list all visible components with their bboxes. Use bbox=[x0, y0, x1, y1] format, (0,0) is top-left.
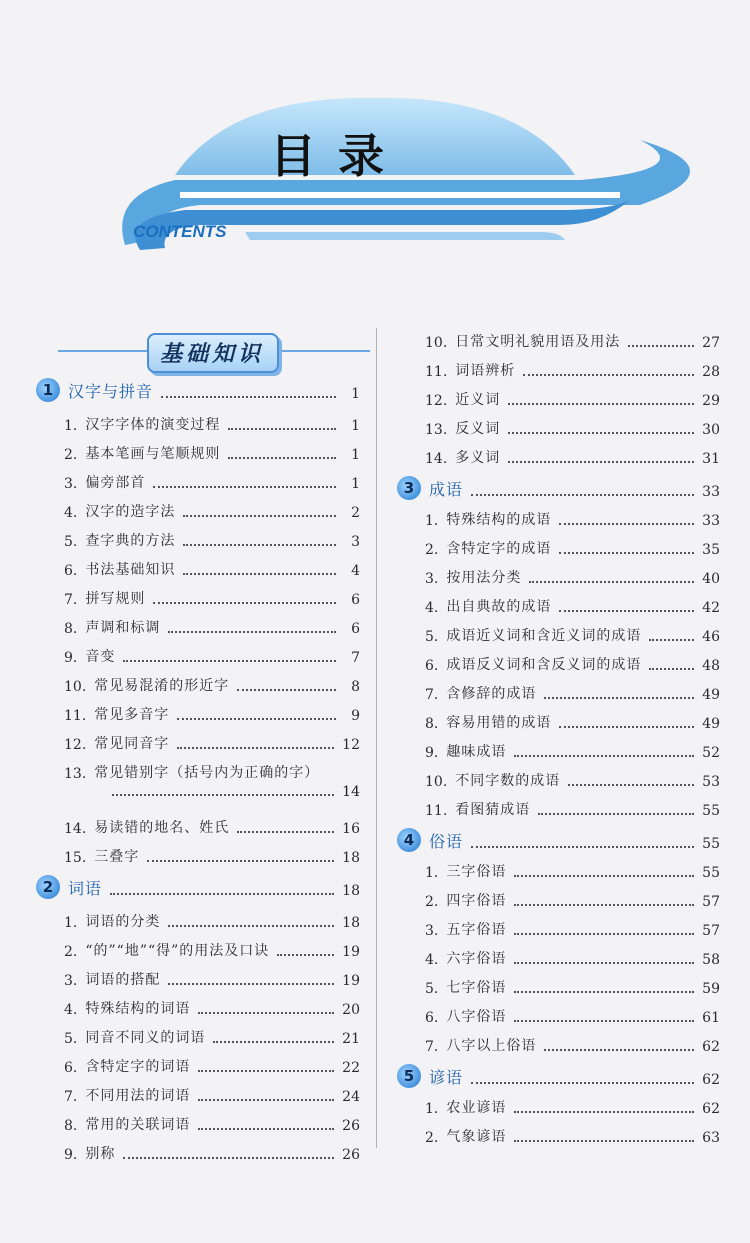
toc-item-number: 1. bbox=[64, 915, 78, 931]
leader-dots bbox=[147, 860, 334, 862]
leader-dots bbox=[628, 345, 694, 347]
toc-page-number: 19 bbox=[342, 973, 360, 989]
toc-page-number: 27 bbox=[702, 335, 720, 351]
toc-page-number: 28 bbox=[702, 364, 720, 380]
toc-item-label: 出自典故的成语 bbox=[446, 599, 552, 615]
toc-page-number: 63 bbox=[702, 1130, 720, 1146]
toc-item[interactable] bbox=[64, 414, 360, 434]
leader-dots bbox=[649, 639, 694, 641]
toc-item-number: 7. bbox=[425, 687, 439, 703]
toc-item-label: 农业谚语 bbox=[446, 1100, 507, 1116]
toc-page-number: 7 bbox=[351, 650, 360, 666]
leader-dots bbox=[112, 794, 334, 796]
toc-item-label: 气象谚语 bbox=[446, 1129, 507, 1145]
toc-item-label: 汉字与拼音 bbox=[68, 382, 154, 401]
leader-dots bbox=[514, 991, 694, 993]
toc-item[interactable] bbox=[425, 741, 720, 761]
toc-page-number: 14 bbox=[342, 784, 360, 800]
toc-page-number: 52 bbox=[702, 745, 720, 761]
toc-item-label: 查字典的方法 bbox=[85, 533, 176, 549]
leader-dots bbox=[277, 954, 334, 956]
toc-item-label: 近义词 bbox=[455, 392, 501, 408]
toc-item[interactable] bbox=[64, 762, 360, 782]
toc-page-number: 4 bbox=[351, 563, 360, 579]
toc-item-label: 成语反义词和含反义词的成语 bbox=[446, 657, 642, 673]
toc-item-number: 11. bbox=[425, 803, 448, 819]
toc-item[interactable] bbox=[425, 919, 720, 939]
leader-dots bbox=[161, 396, 336, 398]
toc-page-number: 49 bbox=[702, 687, 720, 703]
leader-dots bbox=[559, 610, 694, 612]
leader-dots bbox=[183, 544, 336, 546]
toc-item-label: 常见同音字 bbox=[94, 736, 170, 752]
toc-item[interactable] bbox=[425, 1006, 720, 1026]
toc-item-number: 4. bbox=[64, 505, 78, 521]
toc-item-label: 不同字数的成语 bbox=[455, 773, 561, 789]
toc-item-number: 4. bbox=[425, 952, 439, 968]
toc-item[interactable] bbox=[425, 1126, 720, 1146]
chapter-number-icon: 2 bbox=[36, 875, 60, 899]
toc-item[interactable] bbox=[425, 712, 720, 732]
leader-dots bbox=[471, 1082, 694, 1084]
toc-item-label: 含修辞的成语 bbox=[446, 686, 537, 702]
toc-item-label: 五字俗语 bbox=[446, 922, 507, 938]
toc-item-number: 3. bbox=[425, 571, 439, 587]
leader-dots bbox=[514, 1020, 694, 1022]
toc-item-number: 7. bbox=[64, 1089, 78, 1105]
header-graphic bbox=[0, 0, 750, 300]
leader-dots bbox=[523, 374, 694, 376]
toc-item-label: 多义词 bbox=[455, 450, 501, 466]
banner-line-right bbox=[278, 350, 370, 352]
toc-item-number: 10. bbox=[425, 774, 448, 790]
toc-item-number: 7. bbox=[425, 1039, 439, 1055]
toc-page-number: 62 bbox=[702, 1101, 720, 1117]
toc-page-number: 3 bbox=[351, 534, 360, 550]
toc-page-number: 18 bbox=[342, 850, 360, 866]
toc-item-number: 3. bbox=[425, 923, 439, 939]
toc-item-label: 词语的分类 bbox=[85, 914, 161, 930]
toc-item[interactable] bbox=[425, 654, 720, 674]
banner-line-left bbox=[58, 350, 148, 352]
toc-page-number: 35 bbox=[702, 542, 720, 558]
toc-item-number: 6. bbox=[425, 1010, 439, 1026]
toc-item-label: 七字俗语 bbox=[446, 980, 507, 996]
toc-item-number: 10. bbox=[425, 335, 448, 351]
toc-item-label: 词语 bbox=[68, 879, 103, 898]
toc-item-label: 成语近义词和含近义词的成语 bbox=[446, 628, 642, 644]
toc-item[interactable] bbox=[64, 646, 360, 666]
toc-item-label: 常见错别字（括号内为正确的字） bbox=[94, 765, 320, 781]
leader-dots bbox=[168, 631, 336, 633]
toc-item[interactable] bbox=[425, 360, 720, 380]
toc-item-number: 8. bbox=[64, 1118, 78, 1134]
leader-dots bbox=[544, 697, 694, 699]
toc-item[interactable] bbox=[64, 1143, 360, 1163]
leader-dots bbox=[514, 1140, 694, 1142]
leader-dots bbox=[538, 813, 694, 815]
toc-page-number: 29 bbox=[702, 393, 720, 409]
chapter-number-icon: 3 bbox=[397, 476, 421, 500]
toc-item-number: 4. bbox=[64, 1002, 78, 1018]
toc-page-number: 2 bbox=[351, 505, 360, 521]
toc-page-number: 55 bbox=[702, 836, 720, 852]
toc-item[interactable] bbox=[64, 1056, 360, 1076]
contents-label: CONTENTS bbox=[133, 222, 227, 241]
leader-dots bbox=[198, 1099, 334, 1101]
toc-item-label: 成语 bbox=[429, 480, 464, 499]
toc-item-label: 汉字的造字法 bbox=[85, 504, 176, 520]
leader-dots bbox=[198, 1128, 334, 1130]
toc-item-number: 1. bbox=[425, 513, 439, 529]
toc-item-number: 8. bbox=[64, 621, 78, 637]
toc-page-number: 62 bbox=[702, 1072, 720, 1088]
leader-dots bbox=[514, 933, 694, 935]
toc-page-number: 1 bbox=[351, 386, 360, 402]
toc-item[interactable] bbox=[64, 1027, 360, 1047]
toc-item[interactable] bbox=[425, 596, 720, 616]
leader-dots bbox=[529, 581, 694, 583]
leader-dots bbox=[153, 602, 336, 604]
toc-item[interactable] bbox=[64, 675, 360, 695]
page-title: 目录 bbox=[270, 129, 406, 183]
toc-item-label: 常见多音字 bbox=[94, 707, 170, 723]
leader-dots bbox=[213, 1041, 334, 1043]
toc-item-number: 5. bbox=[425, 629, 439, 645]
leader-dots bbox=[168, 925, 334, 927]
toc-item-label: 三叠字 bbox=[94, 849, 140, 865]
toc-item-label: 别称 bbox=[85, 1146, 116, 1162]
toc-item[interactable] bbox=[425, 625, 720, 645]
toc-item-number: 1. bbox=[425, 865, 439, 881]
section-title: 基础知识 bbox=[160, 342, 265, 367]
toc-item[interactable] bbox=[64, 911, 360, 931]
toc-item[interactable] bbox=[425, 799, 720, 819]
toc-item-number: 9. bbox=[425, 745, 439, 761]
toc-item[interactable] bbox=[64, 998, 360, 1018]
toc-page-number: 33 bbox=[702, 484, 720, 500]
toc-item[interactable] bbox=[425, 389, 720, 409]
toc-item[interactable] bbox=[425, 1097, 720, 1117]
toc-item-label: 基本笔画与笔顺规则 bbox=[85, 446, 221, 462]
toc-item[interactable] bbox=[64, 817, 360, 837]
leader-dots bbox=[514, 875, 694, 877]
leader-dots bbox=[228, 457, 336, 459]
toc-item-number: 14. bbox=[425, 451, 448, 467]
toc-chapter[interactable] bbox=[397, 1064, 720, 1088]
toc-item-label: 八字以上俗语 bbox=[446, 1038, 537, 1054]
column-divider bbox=[376, 328, 377, 1148]
toc-item-number: 1. bbox=[64, 418, 78, 434]
toc-page-number: 6 bbox=[351, 621, 360, 637]
toc-page-number: 16 bbox=[342, 821, 360, 837]
leader-dots bbox=[559, 726, 694, 728]
toc-item-number: 15. bbox=[64, 850, 87, 866]
leader-dots bbox=[237, 689, 336, 691]
leader-dots bbox=[559, 523, 694, 525]
toc-chapter[interactable] bbox=[397, 476, 720, 500]
toc-item-number: 14. bbox=[64, 821, 87, 837]
toc-item-number: 3. bbox=[64, 476, 78, 492]
toc-page-number: 62 bbox=[702, 1039, 720, 1055]
toc-page-number: 12 bbox=[342, 737, 360, 753]
toc-item-number: 1. bbox=[425, 1101, 439, 1117]
toc-item-number: 2. bbox=[64, 944, 78, 960]
toc-item-label: 日常文明礼貌用语及用法 bbox=[455, 334, 621, 350]
leader-dots bbox=[183, 573, 336, 575]
toc-item[interactable] bbox=[425, 447, 720, 467]
toc-item[interactable] bbox=[425, 1035, 720, 1055]
chapter-number-icon: 4 bbox=[397, 828, 421, 852]
toc-item-number: 2. bbox=[425, 542, 439, 558]
toc-item[interactable] bbox=[64, 559, 360, 579]
leader-dots bbox=[544, 1049, 694, 1051]
toc-page-number: 59 bbox=[702, 981, 720, 997]
toc-item-number: 6. bbox=[64, 1060, 78, 1076]
leader-dots bbox=[123, 660, 336, 662]
toc-item-number: 10. bbox=[64, 679, 87, 695]
toc-item-label: 按用法分类 bbox=[446, 570, 522, 586]
toc-item-label: 易读错的地名、姓氏 bbox=[94, 820, 230, 836]
chapter-number-icon: 5 bbox=[397, 1064, 421, 1088]
chapter-number-icon: 1 bbox=[36, 378, 60, 402]
toc-chapter[interactable] bbox=[397, 828, 720, 852]
toc-item[interactable] bbox=[425, 509, 720, 529]
toc-item[interactable] bbox=[64, 617, 360, 637]
toc-item-label: 常用的关联词语 bbox=[85, 1117, 191, 1133]
toc-page-number: 57 bbox=[702, 923, 720, 939]
toc-item-number: 6. bbox=[64, 563, 78, 579]
toc-item-label: 含特定字的词语 bbox=[85, 1059, 191, 1075]
toc-page-number: 21 bbox=[342, 1031, 360, 1047]
toc-item-number: 9. bbox=[64, 1147, 78, 1163]
toc-page-number: 6 bbox=[351, 592, 360, 608]
toc-item-number: 12. bbox=[425, 393, 448, 409]
toc-item-number: 2. bbox=[425, 1130, 439, 1146]
toc-item-number: 5. bbox=[64, 534, 78, 550]
toc-chapter[interactable] bbox=[36, 378, 360, 402]
leader-dots bbox=[153, 486, 336, 488]
toc-item-label: 书法基础知识 bbox=[85, 562, 176, 578]
leader-dots bbox=[168, 983, 334, 985]
toc-item[interactable] bbox=[64, 1085, 360, 1105]
toc-item[interactable] bbox=[425, 567, 720, 587]
toc-page-number: 8 bbox=[351, 679, 360, 695]
toc-item-number: 8. bbox=[425, 716, 439, 732]
toc-page-number: 22 bbox=[342, 1060, 360, 1076]
toc-item-number: 5. bbox=[64, 1031, 78, 1047]
toc-item[interactable] bbox=[64, 969, 360, 989]
toc-page-number: 1 bbox=[351, 476, 360, 492]
toc-page-number: 48 bbox=[702, 658, 720, 674]
toc-item-label: 词语辨析 bbox=[455, 363, 516, 379]
toc-page-number: 42 bbox=[702, 600, 720, 616]
leader-dots bbox=[514, 1111, 694, 1113]
toc-item[interactable] bbox=[425, 683, 720, 703]
toc-item-number: 11. bbox=[64, 708, 87, 724]
toc-item-number: 2. bbox=[425, 894, 439, 910]
leader-dots bbox=[508, 461, 694, 463]
toc-chapter[interactable] bbox=[36, 875, 360, 899]
toc-item[interactable] bbox=[425, 418, 720, 438]
toc-item-number: 4. bbox=[425, 600, 439, 616]
toc-item-label: 特殊结构的成语 bbox=[446, 512, 552, 528]
toc-item-label: 四字俗语 bbox=[446, 893, 507, 909]
toc-item[interactable] bbox=[425, 890, 720, 910]
toc-item[interactable] bbox=[64, 940, 360, 960]
toc-page-number: 61 bbox=[702, 1010, 720, 1026]
toc-item-number: 13. bbox=[425, 422, 448, 438]
toc-page-number: 33 bbox=[702, 513, 720, 529]
toc-item-label: 八字俗语 bbox=[446, 1009, 507, 1025]
toc-item-label: 俗语 bbox=[429, 832, 464, 851]
toc-item-label: 趣味成语 bbox=[446, 744, 507, 760]
toc-item[interactable] bbox=[64, 443, 360, 463]
toc-item-label: 音变 bbox=[85, 649, 116, 665]
leader-dots bbox=[559, 552, 694, 554]
toc-page-number: 26 bbox=[342, 1118, 360, 1134]
leader-dots bbox=[123, 1157, 334, 1159]
toc-item-label: 不同用法的词语 bbox=[85, 1088, 191, 1104]
toc-page-number: 24 bbox=[342, 1089, 360, 1105]
toc-item[interactable] bbox=[64, 472, 360, 492]
leader-dots bbox=[198, 1070, 334, 1072]
toc-item-label: 六字俗语 bbox=[446, 951, 507, 967]
toc-item-continuation bbox=[104, 784, 360, 800]
toc-page-number: 57 bbox=[702, 894, 720, 910]
toc-item-number: 5. bbox=[425, 981, 439, 997]
toc-item[interactable] bbox=[64, 704, 360, 724]
leader-dots bbox=[228, 428, 336, 430]
toc-page-number: 58 bbox=[702, 952, 720, 968]
toc-item[interactable] bbox=[425, 977, 720, 997]
toc-page-number: 53 bbox=[702, 774, 720, 790]
toc-item-number: 12. bbox=[64, 737, 87, 753]
toc-item[interactable] bbox=[425, 331, 720, 351]
leader-dots bbox=[177, 747, 334, 749]
toc-item-label: 特殊结构的词语 bbox=[85, 1001, 191, 1017]
toc-page-number: 30 bbox=[702, 422, 720, 438]
toc-page-number: 46 bbox=[702, 629, 720, 645]
leader-dots bbox=[183, 515, 336, 517]
toc-item-label: 声调和标调 bbox=[85, 620, 161, 636]
toc-item-label: 汉字字体的演变过程 bbox=[85, 417, 221, 433]
toc-item-label: 反义词 bbox=[455, 421, 501, 437]
leader-dots bbox=[514, 962, 694, 964]
toc-item-label: 偏旁部首 bbox=[85, 475, 146, 491]
toc-item[interactable] bbox=[425, 861, 720, 881]
leader-dots bbox=[198, 1012, 334, 1014]
toc-page-number: 49 bbox=[702, 716, 720, 732]
toc-item-label: “的”“地”“得”的用法及口诀 bbox=[85, 943, 270, 959]
toc-item-label: 容易用错的成语 bbox=[446, 715, 552, 731]
leader-dots bbox=[177, 718, 336, 720]
toc-item[interactable] bbox=[425, 948, 720, 968]
toc-item-number: 7. bbox=[64, 592, 78, 608]
toc-item[interactable] bbox=[64, 588, 360, 608]
toc-page-number: 55 bbox=[702, 865, 720, 881]
toc-item-label: 看图猜成语 bbox=[455, 802, 531, 818]
toc-item-label: 谚语 bbox=[429, 1068, 464, 1087]
leader-dots bbox=[568, 784, 694, 786]
toc-item[interactable] bbox=[64, 733, 360, 753]
toc-item-label: 拼写规则 bbox=[85, 591, 146, 607]
toc-item-number: 6. bbox=[425, 658, 439, 674]
toc-item[interactable] bbox=[64, 1114, 360, 1134]
toc-item[interactable] bbox=[425, 770, 720, 790]
toc-page-number: 9 bbox=[351, 708, 360, 724]
toc-page-number: 18 bbox=[342, 883, 360, 899]
toc-page-number: 55 bbox=[702, 803, 720, 819]
leader-dots bbox=[514, 904, 694, 906]
toc-page-number: 26 bbox=[342, 1147, 360, 1163]
toc-item[interactable] bbox=[425, 538, 720, 558]
toc-page-number: 1 bbox=[351, 447, 360, 463]
leader-dots bbox=[110, 893, 334, 895]
toc-item-number: 3. bbox=[64, 973, 78, 989]
toc-item[interactable] bbox=[64, 501, 360, 521]
leader-dots bbox=[471, 846, 694, 848]
toc-item-label: 三字俗语 bbox=[446, 864, 507, 880]
toc-item[interactable] bbox=[64, 846, 360, 866]
toc-item-label: 词语的搭配 bbox=[85, 972, 161, 988]
toc-item[interactable] bbox=[64, 530, 360, 550]
toc-item-number: 9. bbox=[64, 650, 78, 666]
toc-page-number: 1 bbox=[351, 418, 360, 434]
leader-dots bbox=[471, 494, 694, 496]
toc-page-number: 18 bbox=[342, 915, 360, 931]
toc-item-number: 11. bbox=[425, 364, 448, 380]
leader-dots bbox=[508, 432, 694, 434]
toc-page-number: 20 bbox=[342, 1002, 360, 1018]
toc-page-number: 19 bbox=[342, 944, 360, 960]
toc-item-label: 常见易混淆的形近字 bbox=[94, 678, 230, 694]
toc-item-label: 含特定字的成语 bbox=[446, 541, 552, 557]
leader-dots bbox=[649, 668, 694, 670]
toc-page-number: 31 bbox=[702, 451, 720, 467]
leader-dots bbox=[514, 755, 694, 757]
toc-page-number: 40 bbox=[702, 571, 720, 587]
toc-item-number: 2. bbox=[64, 447, 78, 463]
toc-item-number: 13. bbox=[64, 766, 87, 782]
leader-dots bbox=[237, 831, 334, 833]
leader-dots bbox=[508, 403, 694, 405]
toc-item-label: 同音不同义的词语 bbox=[85, 1030, 206, 1046]
